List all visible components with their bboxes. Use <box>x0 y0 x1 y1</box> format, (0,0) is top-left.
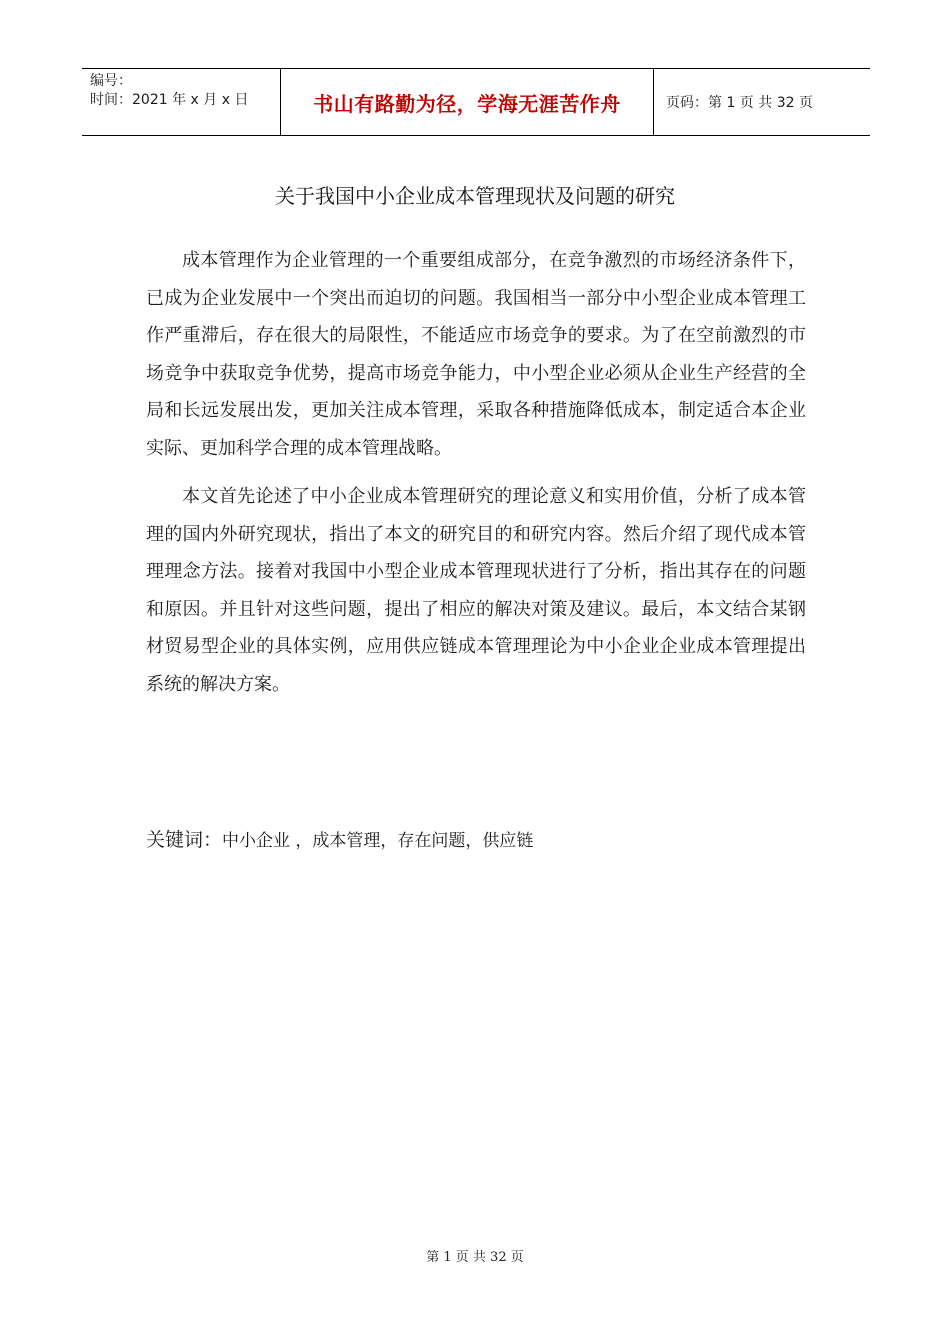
page-footer: 第 1 页 共 32 页 <box>426 1250 524 1265</box>
header-table <box>82 68 870 136</box>
keywords-line <box>146 826 533 855</box>
number-label: 编号： <box>90 73 132 89</box>
motto-text: 书山有路勤为径，学海无涯苦作舟 <box>313 91 621 116</box>
motto-cell <box>281 69 654 135</box>
keywords-value: 中小企业 ，成本管理，存在问题，供应链 <box>222 831 534 851</box>
abstract-paragraph-2: 本文首先论述了中小企业成本管理研究的理论意义和实用价值，分析了成本管理的国内外研究现状，指出了本文的研究目的和研究内容。然后介绍了现代成本管理理念方法。接着对我国中小型企业成本管理现状进行了分析，指出其存在的问题和原因。并且针对这些问题，提出了相应的解决对策及建议。最后，本文结合某钢材贸易型企业的具体实例，应用供应链成本管理理论为中小企业企业成本管理提出系统的解决方案。 <box>146 486 806 695</box>
abstract-paragraph-1: 成本管理作为企业管理的一个重要组成部分，在竞争激烈的市场经济条件下，已成为企业发展中一个突出而迫切的问题。我国相当一部分中小型企业成本管理工作严重滞后，存在很大的局限性，不能适应市场竞争的要求。为了在空前激烈的市场竞争中获取竞争优势，提高市场竞争能力，中小型企业必须从企业生产经营的全局和长远发展出发，更加关注成本管理，采取各种措施降低成本，制定适合本企业实际、更加科学合理的成本管理战略。 <box>146 250 806 459</box>
document-title: 关于我国中小企业成本管理现状及问题的研究 <box>275 184 675 208</box>
keywords-label: 关键词： <box>146 829 223 851</box>
header-info-cell <box>82 69 281 135</box>
page-code-cell <box>654 69 870 135</box>
date-text: 时间：2021 年 x 月 x 日 <box>90 92 249 108</box>
page-code-text: 页码：第 1 页 共 32 页 <box>666 95 813 111</box>
